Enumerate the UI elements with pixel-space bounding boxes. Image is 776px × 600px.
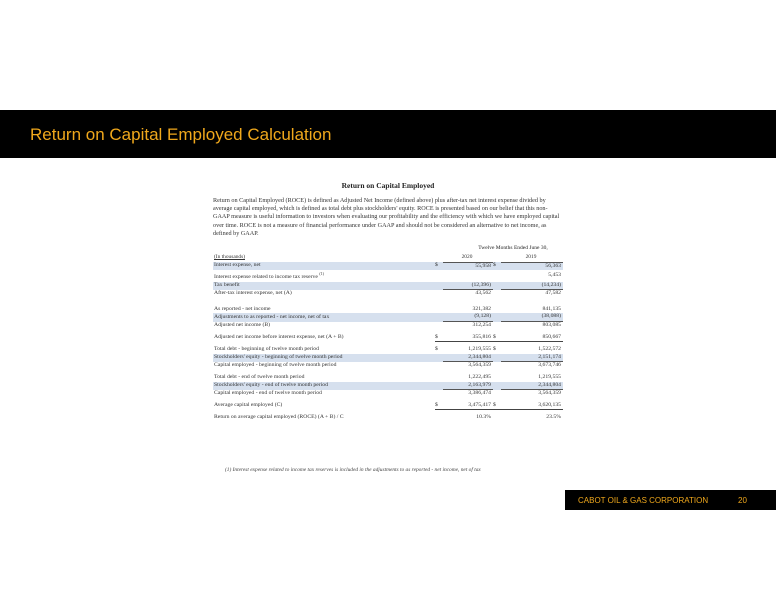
year-2020-header: 2020 — [443, 254, 493, 262]
table-row: Average capital employed (C) $ 3,475,417 $ 3,620,135 — [214, 401, 561, 409]
table-row: Tax benefit (12,396) (14,234) — [214, 281, 561, 288]
slide-title: Return on Capital Employed Calculation — [30, 125, 332, 144]
table-row: Adjustments to as reported - net income, net of tax (9,128) (38,088) — [214, 313, 561, 320]
table-row: Total debt - beginning of twelve month period $ 1,219,555 $ 1,522,572 — [214, 346, 561, 353]
table-row: Adjusted net income (B) 312,254 803,085 — [214, 321, 561, 329]
table-row: Stockholders' equity - end of twelve month period 2,163,979 2,344,804 — [214, 381, 561, 388]
table-row: Adjusted net income before interest expense, net (A + B) $ 355,816 $ 850,667 — [214, 333, 561, 340]
table-row: After-tax interest expense, net (A) 43,562 47,582 — [214, 290, 561, 297]
table-row: Capital employed - end of twelve month period 3,386,474 3,564,359 — [214, 389, 561, 397]
table-header-row — [213, 254, 563, 262]
footer-company-name: CABOT OIL & GAS CORPORATION — [578, 496, 709, 505]
table-row: Stockholders' equity - beginning of twelve month period 2,344,804 2,151,174 — [214, 353, 561, 361]
table-period-header — [213, 245, 563, 254]
period-header: Twelve Months Ended June 30, — [478, 245, 548, 252]
table-row: Interest expense related to income tax reserve $^{(1)}$ 5,453 — [214, 271, 561, 281]
units-label: (In thousands) — [214, 254, 245, 261]
table-row: Capital employed - beginning of twelve month period 3,564,359 3,673,746 — [214, 362, 561, 369]
table-row: Interest expense, net $ 55,958 $ 56,363 — [214, 262, 561, 269]
document-title: Return on Capital Employed — [341, 181, 435, 190]
footnote: (1) Interest expense related to income tax reserves is included in the adjustments to as reported - net income, net of tax — [225, 467, 481, 473]
footnote-marker: (1) — [319, 271, 324, 277]
table-row: As reported - net income 321,382 841,135 — [214, 305, 561, 312]
table-row: Total debt - end of twelve month period 1,222,495 1,219,555 — [214, 374, 561, 381]
page-number: 20 — [738, 496, 747, 505]
document-intro: Return on Capital Employed (ROCE) is defined as Adjusted Net Income (defined above) plus after-tax net interest expense divided by average capital employed, which is defined as total debt plus stockholders' equity. ROCE is presented based on our belief that this non-GAAP measure is useful information to investors when evaluating our profitability and the efficiency with which we have employed capital over time. ROCE is not a measure of financial performance under GAAP and should not be considered an alternative to net income, as defined by GAAP. — [213, 197, 560, 237]
roce-table — [213, 254, 563, 422]
table-row: Return on average capital employed (ROCE) (A + B) / C 10.3% 23.5% — [214, 414, 561, 421]
year-2019-header: 2019 — [501, 254, 563, 262]
roce-document — [213, 180, 563, 422]
